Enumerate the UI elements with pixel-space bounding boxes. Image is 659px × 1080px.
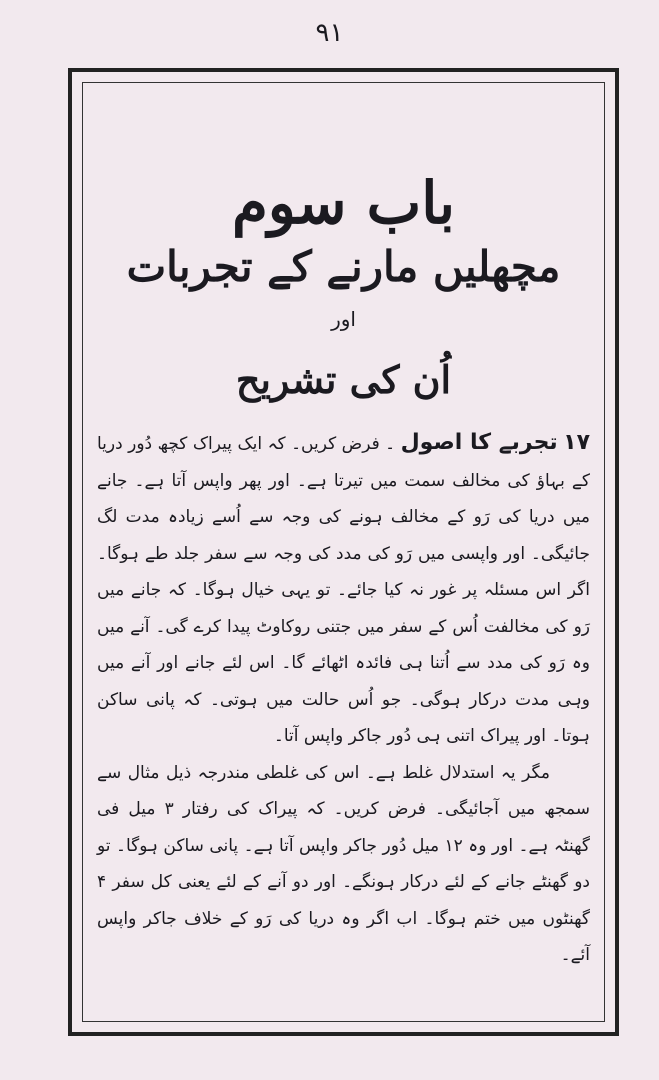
paragraph-heading: تجربے کا اصول bbox=[400, 430, 558, 455]
section-title: اُن کی تشریح bbox=[235, 357, 452, 402]
body-text bbox=[97, 425, 590, 974]
paragraph-text: ۔ فرض کریں۔ کہ ایک پیراک کچھ دُور دریا کے بہاؤ کی مخالف سمت میں تیرتا ہے۔ اور پھر واپس آتا ہے۔ جانے میں دریا کی رَو کے مخالف ہونے کی وجہ سے اُسے زیادہ مدت لگ جائیگی۔ اور واپسی میں رَو کی مدد کی وجہ سے سفر جلد طے ہوگا۔ اگر اس مسئلہ پر غور نہ کیا جائے۔ تو یہی خیال ہوگا۔ کہ جانے میں رَو کی مخالفت اُس کے سفر میں جتنی روکاوٹ پیدا کرے گی۔ آنے میں وہ رَو کی مدد سے اُتنا ہی فائدہ اٹھائے گا۔ اس لئے جانے اور آنے میں وہی مدت درکار ہوگی۔ جو اُس حالت میں ہوتی۔ کہ پانی ساکن ہوتا۔ اور پیراک اتنی ہی دُور جاکر واپس آتا۔ bbox=[97, 434, 590, 746]
page-number: ۹۱ bbox=[315, 18, 344, 48]
chapter-subtitle: مچھلیں مارنے کے تجربات bbox=[126, 242, 561, 291]
inner-border-frame bbox=[82, 82, 605, 1022]
paragraph bbox=[97, 425, 590, 755]
chapter-title: باب سوم bbox=[231, 169, 456, 237]
paragraph: مگر یہ استدلال غلط ہے۔ اس کی غلطی مندرجہ ذیل مثال سے سمجھ میں آجائیگی۔ فرض کریں۔ کہ پیراک کی رفتار ۳ میل فی گھنٹہ ہے۔ اور وہ ۱۲ میل دُور جاکر واپس آتا ہے۔ پانی ساکن ہوگا۔ تو دو گھنٹے جانے کے لئے درکار ہونگے۔ اور دو آنے کے لئے یعنی کل سفر ۴ گھنٹوں میں ختم ہوگا۔ اب اگر وہ دریا کی رَو کے خلاف جاکر واپس آئے۔ bbox=[97, 762, 590, 965]
chapter-heading bbox=[97, 171, 590, 403]
paragraph-number: ۱۷ bbox=[563, 430, 590, 455]
conjunction-text: اور bbox=[331, 307, 356, 331]
